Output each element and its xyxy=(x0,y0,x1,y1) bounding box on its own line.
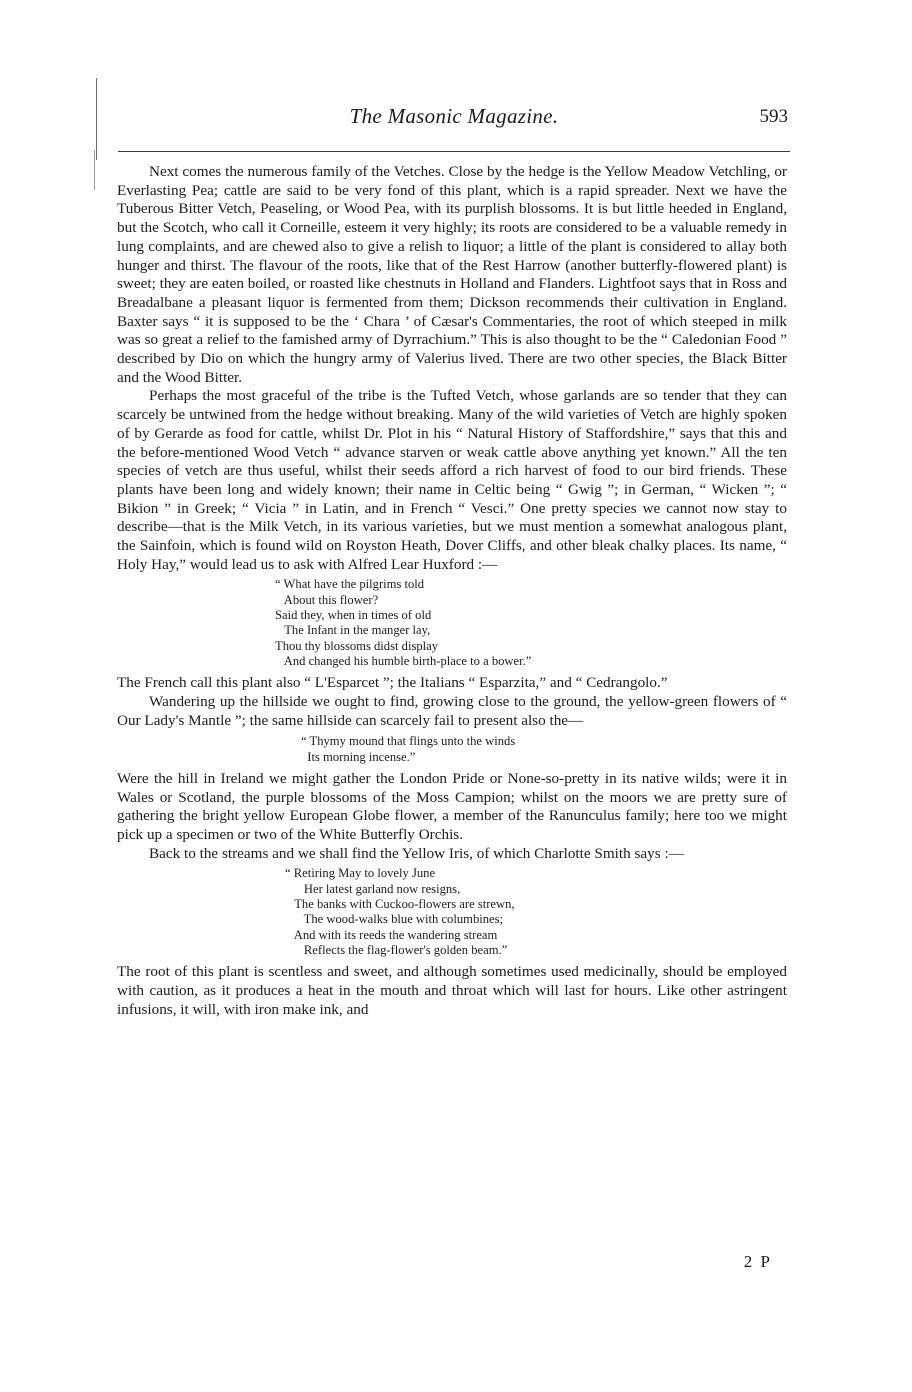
verse-line: The wood-walks blue with columbines; xyxy=(285,912,504,927)
verse-quotation xyxy=(117,734,787,765)
verse-line: “ What have the pilgrims told xyxy=(275,577,425,592)
verse-line: “ Retiring May to lovely June xyxy=(285,866,436,881)
page-number: 593 xyxy=(759,106,788,127)
paragraph: Back to the streams and we shall find the Yellow Iris, of which Charlotte Smith says :— xyxy=(149,844,684,862)
paragraph: Wandering up the hillside we ought to find, growing close to the ground, the yellow-green flowers of “ Our Lady's Mantle ”; the same hillside can scarcely fail to present also the— xyxy=(117,692,787,729)
verse-line: About this flower? xyxy=(275,592,379,607)
verse-line: Her latest garland now resigns, xyxy=(285,881,461,896)
paragraph: Next comes the numerous family of the Vetches. Close by the hedge is the Yellow Meadow Vetchling, or Everlasting Pea; cattle are said to be very fond of this plant, which is a rapid spreader. Next we have the Tuberous Bitter Vetch, Peaseling, or Wood Pea, with its purplish blossoms. It is but little heeded in England, but the Scotch, who call it Corneille, esteem it very highly; its roots are considered to be a valuable remedy in lung complaints, and are chewed also to give a relish to liquor; a little of the plant is considered to allay both hunger and thirst. The flavour of the roots, like that of the Rest Harrow (another butterfly-flowered plant) is sweet; they are eaten boiled, or roasted like chestnuts in Holland and Flanders. Lightfoot says that in Ross and Breadalbane a pleasant liquor is fermented from them; Dickson recommends their cultivation in England. Baxter says “ it is supposed to be the ‘ Chara ’ of Cæsar's Commentaries, the root of which steeped in milk was so great a relief to the famished army of Dyrrachium.” This is also thought to be the “ Caledonian Food ” described by Dio on which the hungry army of Valerius lived. There are two other species, the Black Bitter and the Wood Bitter. xyxy=(117,163,787,386)
verse-line: And with its reeds the wandering stream xyxy=(285,927,498,942)
verse-quotation xyxy=(117,866,787,958)
verse-line: Its morning incense.” xyxy=(301,749,416,764)
verse-line: Thou thy blossoms didst display xyxy=(275,638,439,653)
article-body xyxy=(117,163,787,1019)
header-rule xyxy=(118,151,790,152)
page-edge-mark xyxy=(96,78,97,160)
paragraph: The French call this plant also “ L'Esparcet ”; the Italians “ Esparzita,” and “ Cedrangolo.” xyxy=(117,674,668,692)
signature-mark: 2 P xyxy=(743,1252,772,1271)
verse-line: Reflects the flag-flower's golden beam.” xyxy=(285,942,508,957)
verse-line: “ Thymy mound that flings unto the winds xyxy=(301,734,516,749)
verse-line: And changed his humble birth-place to a bower.” xyxy=(275,653,532,668)
page-header xyxy=(118,104,790,138)
paragraph: Perhaps the most graceful of the tribe is the Tufted Vetch, whose garlands are so tender that they can scarcely be untwined from the hedge without breaking. Many of the wild varieties of Vetch are highly spoken of by Gerarde as food for cattle, whilst Dr. Plot in his “ Natural History of Staffordshire,” says that this and the before-mentioned Wood Vetch “ advance starven or weak cattle above anything yet known.” All the ten species of vetch are thus useful, whilst their seeds afford a rich harvest of food to our bird friends. These plants have been long and widely known; their name in Celtic being “ Gwig ”; in German, “ Wicken ”; “ Bikion ” in Greek; “ Vicia ” in Latin, and in French “ Vesci.” One pretty species we cannot now stay to describe—that is the Milk Vetch, in its various varieties, but we must mention a somewhat analogous plant, the Sainfoin, which is found wild on Royston Heath, Dover Cliffs, and other bleak chalky places. Its name, “ Holy Hay,” would lead us to ask with Alfred Lear Huxford :— xyxy=(117,387,787,573)
verse-line: The banks with Cuckoo-flowers are strewn, xyxy=(285,897,515,912)
paragraph: The root of this plant is scentless and sweet, and although sometimes used medicinally, should be employed with caution, as it produces a heat in the mouth and throat which will last for hours. Like other astringent infusions, it will, with iron make ink, and xyxy=(117,963,787,1018)
paragraph: Were the hill in Ireland we might gather the London Pride or None-so-pretty in its native wilds; were it in Wales or Scotland, the purple blossoms of the Moss Campion; whilst on the moors we are pretty sure of gathering the bright yellow European Globe flower, a member of the Ranunculus family; here too we might pick up a specimen or two of the White Butterfly Orchis. xyxy=(117,769,787,844)
verse-line: Said they, when in times of old xyxy=(275,608,432,623)
running-title: The Masonic Magazine. xyxy=(349,104,559,128)
verse-quotation xyxy=(117,577,787,669)
page-edge-mark xyxy=(94,150,95,190)
verse-line: The Infant in the manger lay, xyxy=(275,623,431,638)
